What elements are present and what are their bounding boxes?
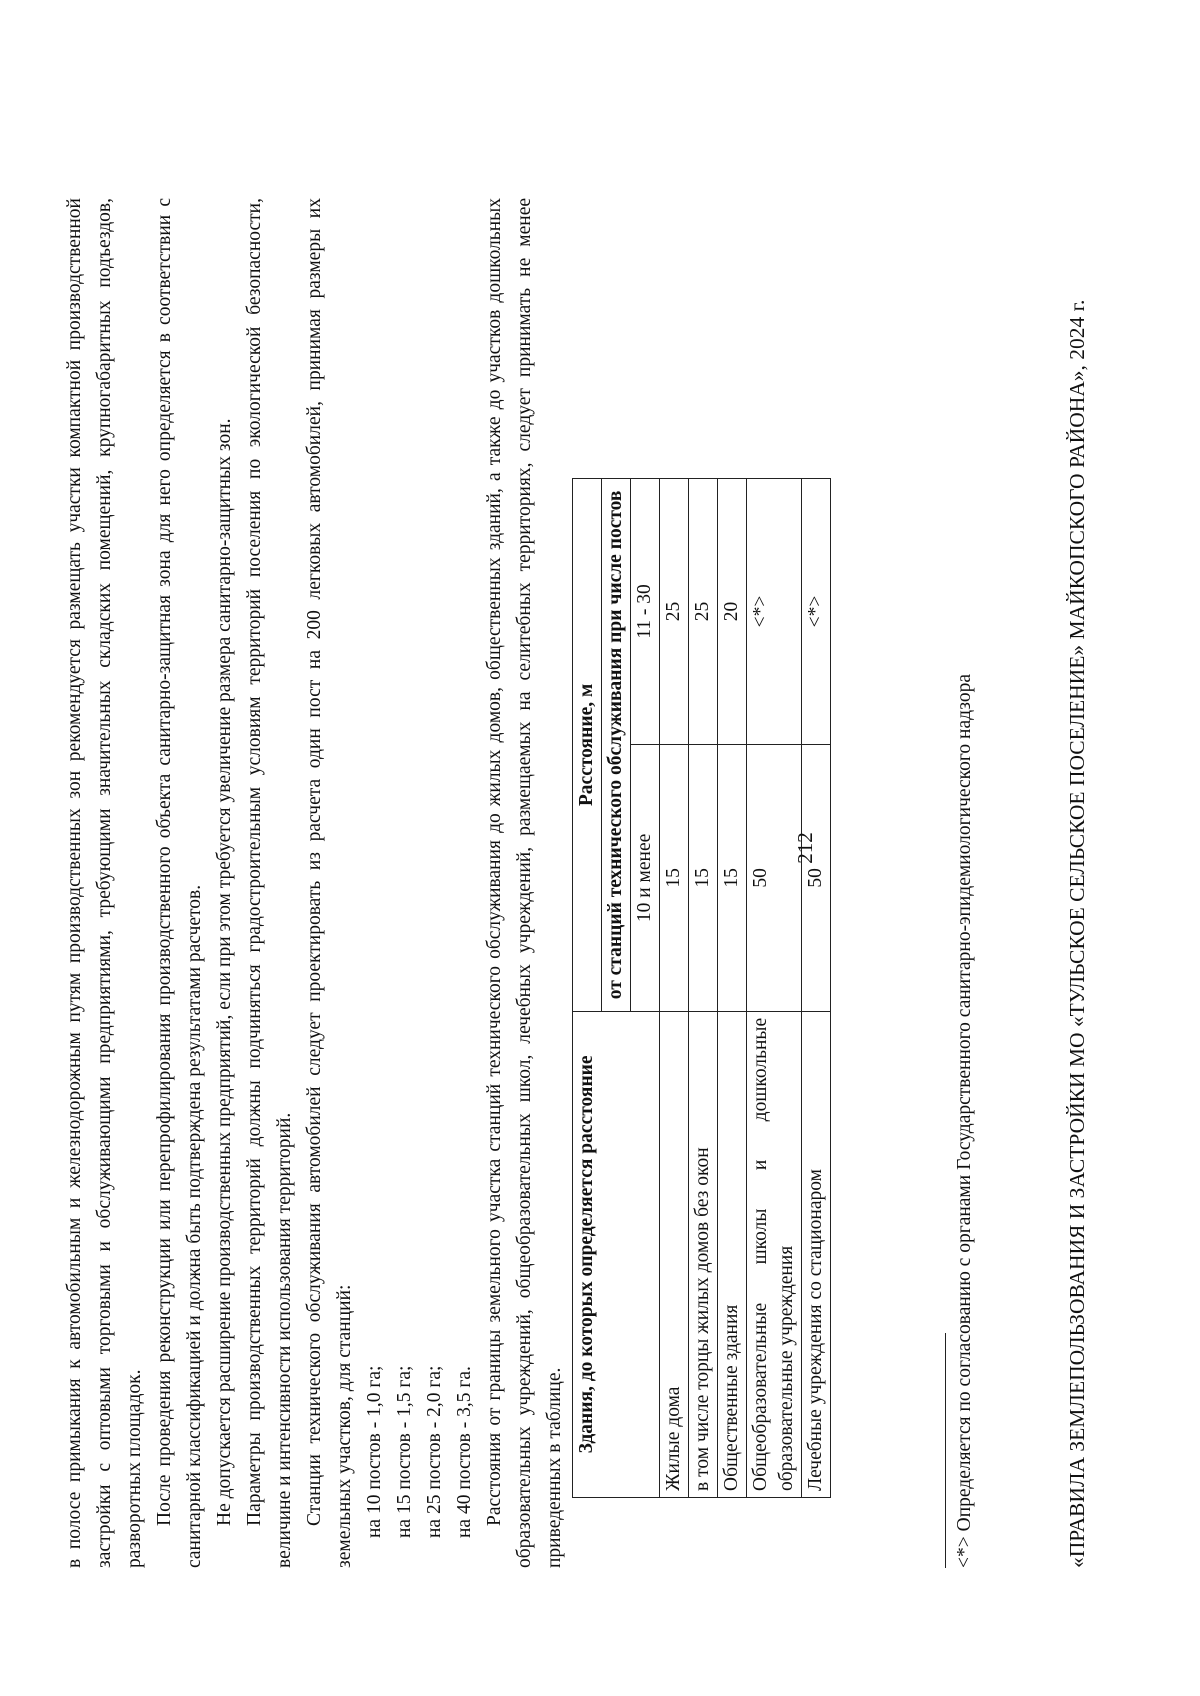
table-cell: в том числе торцы жилых домов без окон (689, 1011, 718, 1497)
table-row (689, 479, 718, 1498)
table-cell: 50 (802, 744, 831, 1011)
table-cell: 15 (718, 744, 747, 1011)
list-item: на 15 постов - 1,5 га; (394, 1365, 415, 1538)
table-cell: <*> (802, 479, 831, 745)
table-cell: 25 (660, 479, 689, 745)
paragraph-2: После проведения реконструкции или перепрофилирования производственного объекта санитарно-защитная зона для него определяется в соответствии с санитарной классификацией и должна быть подтверждена результатами расчетов. (154, 198, 205, 1568)
paragraph-4: Параметры производственных территорий должны подчиняться градостроительным условиям территорий поселения по экологической безопасности, величине и интенсивности использования территорий. (244, 198, 295, 1568)
list-item: на 40 постов - 3,5 га. (454, 1366, 475, 1538)
table-cell: Жилые дома (660, 1011, 689, 1497)
table-cell: 20 (718, 479, 747, 745)
paragraph-1: в полосе примыкания к автомобильным и железнодорожным путям производственных зон рекомендуется размещать участки компактной производственной застройки с оптовыми торговыми и обслуживающими предприятиями, требующими значительных складских помещений, крупногабаритных подъездов, разворотных площадок. (64, 198, 145, 1568)
table-cell: Общественные здания (718, 1011, 747, 1497)
paragraph-6: Расстояния от границы земельного участка станций технического обслуживания до жилых домов, общественных зданий, а также до участков дошкольных образовательных учреждений, общеобразовательных школ, лечебных учреждений, размещаемых на селитебных территориях, следует принимать не менее приведенных в таблице. (484, 198, 565, 1568)
list-item: на 10 постов - 1,0 га; (364, 1365, 385, 1538)
table-row (718, 479, 747, 1498)
table-cell: 15 (689, 744, 718, 1011)
table-header-distance: Расстояние, м (573, 479, 602, 1012)
paragraph-5: Станции технического обслуживания автомобилей следует проектировать из расчета один пост на 200 легковых автомобилей, принимая размеры их земельных участков, для станций: (304, 198, 355, 1568)
list-item: на 25 постов - 2,0 га; (424, 1365, 445, 1538)
footnote: <*> Определяется по согласованию с органами Государственного санитарно-эпидемиологического надзора (954, 673, 975, 1568)
body-text (60, 198, 831, 1568)
table-subheader-cell: 11 - 30 (631, 479, 660, 745)
table-row (660, 479, 689, 1498)
table-cell: 15 (660, 744, 689, 1011)
table-header-stations: от станций технического обслуживания при числе постов (602, 479, 631, 1012)
table-cell: 50 (747, 744, 802, 1011)
table-header-buildings: Здания, до которых определяется расстояние (573, 1011, 660, 1497)
table-cell: Лечебные учреждения со стационаром (802, 1011, 831, 1497)
table-cell: 25 (689, 479, 718, 745)
document-footer: «ПРАВИЛА ЗЕМЛЕПОЛЬЗОВАНИЯ И ЗАСТРОЙКИ МО «ТУЛЬСКОЕ СЕЛЬСКОЕ ПОСЕЛЕНИЕ» МАЙКОПСКОГО РАЙОНА», 2024 г. (1065, 299, 1089, 1568)
plot-size-list (360, 198, 480, 1568)
table-subheader-cell: 10 и менее (631, 744, 660, 1011)
table-header-row (573, 479, 602, 1498)
page-number: 212 (793, 832, 817, 864)
footnote-divider (945, 1333, 946, 1568)
table-cell: Общеобразовательные школы и дошкольные образовательные учреждения (747, 1011, 802, 1497)
table-cell: <*> (747, 479, 802, 745)
paragraph-3: Не допускается расширение производственных предприятий, если при этом требуется увеличение размера санитарно-защитных зон. (214, 418, 235, 1526)
